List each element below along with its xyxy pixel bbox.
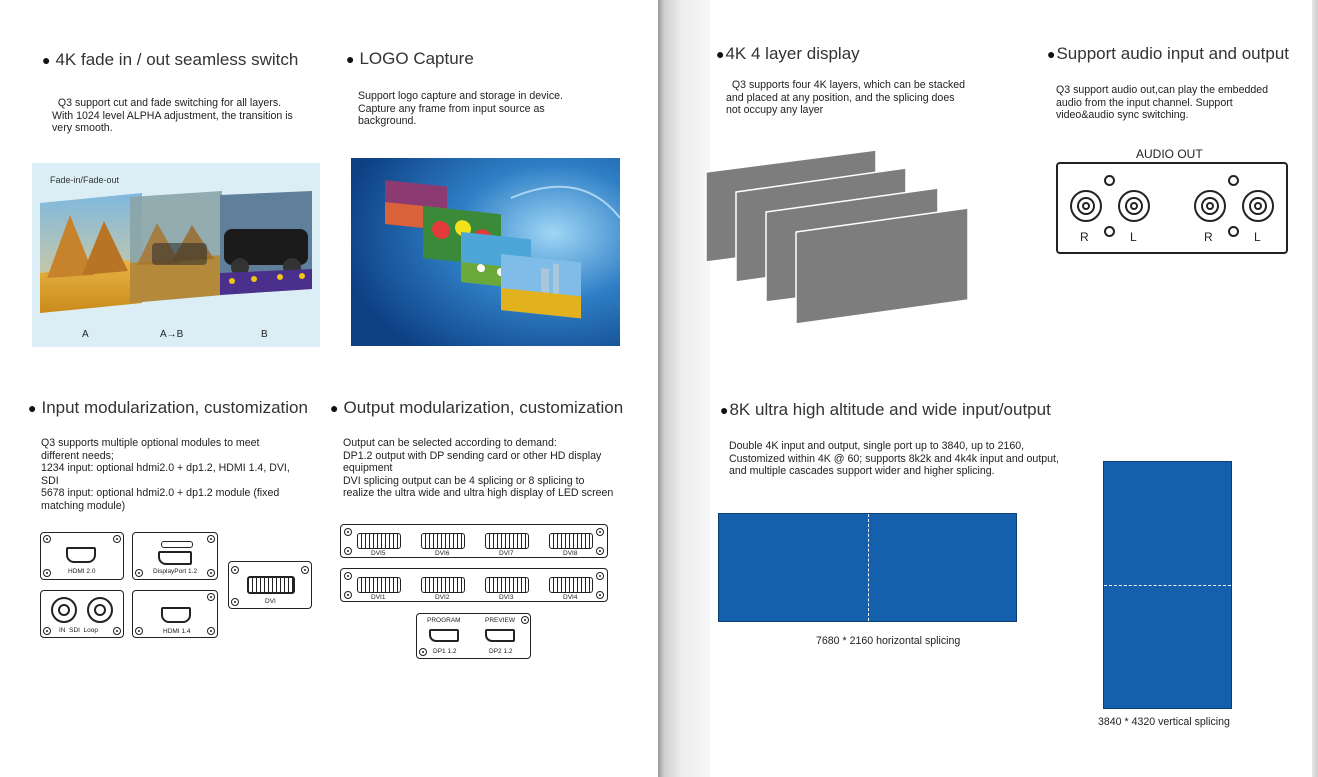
screw-icon bbox=[419, 648, 427, 656]
screw-icon bbox=[207, 627, 215, 635]
horizontal-splicing-panel bbox=[718, 513, 1017, 622]
label-dp12: DisplayPort 1.2 bbox=[153, 568, 198, 575]
text-fade-switch: Q3 support cut and fade switching for all layers. With 1024 level ALPHA adjustment, the transition is very smooth. bbox=[52, 97, 293, 135]
screw-icon bbox=[207, 569, 215, 577]
heading-4k-layer: ●4K 4 layer display bbox=[716, 44, 860, 63]
label-dp2: DP2 1.2 bbox=[489, 648, 513, 655]
book-gutter bbox=[658, 0, 710, 777]
bnc-in-icon bbox=[51, 597, 77, 623]
screw-hole-icon bbox=[1104, 175, 1115, 186]
heading-8k: ●8K ultra high altitude and wide input/output bbox=[720, 400, 1051, 419]
page-edge bbox=[1312, 0, 1318, 777]
heading-logo-capture: ● LOGO Capture bbox=[346, 49, 474, 68]
label-dvi6: DVI6 bbox=[435, 550, 450, 557]
hdmi-port-icon bbox=[66, 547, 96, 563]
splice-divider bbox=[868, 514, 869, 621]
dp-output-card bbox=[416, 613, 531, 659]
text-logo-capture: Support logo capture and storage in device. Capture any frame from input source as background. bbox=[358, 90, 563, 128]
fade-image bbox=[32, 163, 320, 347]
label-preview: PREVIEW bbox=[485, 617, 515, 624]
label-dvi8: DVI8 bbox=[563, 550, 578, 557]
screw-icon bbox=[135, 569, 143, 577]
label-dvi5: DVI5 bbox=[371, 550, 386, 557]
fade-image-caption: Fade-in/Fade-out bbox=[50, 175, 120, 185]
screw-icon bbox=[113, 627, 121, 635]
screw-hole-icon bbox=[1104, 226, 1115, 237]
rca-jack-icon bbox=[1194, 190, 1226, 222]
displayport-icon bbox=[485, 629, 515, 642]
vertical-splicing-caption: 3840 * 4320 vertical splicing bbox=[1098, 716, 1230, 728]
fade-label-a: A bbox=[82, 329, 89, 340]
screw-icon bbox=[207, 593, 215, 601]
screw-hole-icon bbox=[1228, 175, 1239, 186]
text-input-modularization: Q3 supports multiple optional modules to meet different needs; 1234 input: optional hdmi2.0 + dp1.2, HDMI 1.4, DVI, SDI 5678 input: optional hdmi2.0 + dp1.2 module (fixed matching module) bbox=[41, 437, 290, 512]
screw-hole-icon bbox=[1228, 226, 1239, 237]
fade-label-ab: A→B bbox=[160, 329, 184, 340]
label-dvi3: DVI3 bbox=[499, 594, 514, 601]
text-output-modularization: Output can be selected according to demand: DP1.2 output with DP sending card or other HD display equipment DVI splicing output can be 4 splicing or 8 splicing to realize the ultra wide and ultra high display of LED screen bbox=[343, 437, 614, 500]
screw-icon bbox=[596, 528, 604, 536]
rca-jack-icon bbox=[1242, 190, 1274, 222]
heading-input-modularization: ● Input modularization, customization bbox=[28, 398, 308, 417]
vertical-splicing-panel bbox=[1103, 461, 1232, 709]
heading-fade-switch: ● 4K fade in / out seamless switch bbox=[42, 50, 299, 69]
hdmi-port-icon bbox=[161, 607, 191, 623]
screw-icon bbox=[596, 591, 604, 599]
layer-stack-illustration bbox=[704, 146, 974, 326]
screw-icon bbox=[344, 591, 352, 599]
screw-icon bbox=[344, 547, 352, 555]
rca-jack-icon bbox=[1070, 190, 1102, 222]
screw-icon bbox=[135, 627, 143, 635]
dvi-output-card-2 bbox=[340, 568, 608, 602]
heading-output-modularization: ● Output modularization, customization bbox=[330, 398, 624, 417]
left-page bbox=[0, 0, 658, 777]
screw-icon bbox=[231, 598, 239, 606]
screw-icon bbox=[301, 566, 309, 574]
audio-panel-title: AUDIO OUT bbox=[1136, 147, 1203, 161]
bnc-loop-icon bbox=[87, 597, 113, 623]
screw-icon bbox=[596, 547, 604, 555]
dvi-port-icon bbox=[549, 533, 593, 549]
label-dp1: DP1 1.2 bbox=[433, 648, 457, 655]
dvi-port-icon bbox=[485, 577, 529, 593]
label-dvi4: DVI4 bbox=[563, 594, 578, 601]
screw-icon bbox=[43, 627, 51, 635]
dvi-port-icon bbox=[421, 533, 465, 549]
label-dvi7: DVI7 bbox=[499, 550, 514, 557]
module-hdmi20 bbox=[40, 532, 124, 580]
label-l: L bbox=[1254, 230, 1261, 244]
label-dvi2: DVI2 bbox=[435, 594, 450, 601]
label-sdi: IN SDI Loop bbox=[59, 627, 99, 634]
right-page bbox=[710, 0, 1312, 777]
module-sdi bbox=[40, 590, 124, 638]
screw-icon bbox=[113, 535, 121, 543]
screw-icon bbox=[344, 572, 352, 580]
screw-icon bbox=[231, 566, 239, 574]
splice-divider bbox=[1104, 585, 1231, 586]
label-r: R bbox=[1204, 230, 1213, 244]
dvi-port-icon bbox=[357, 533, 401, 549]
module-hdmi14 bbox=[132, 590, 218, 638]
rca-jack-icon bbox=[1118, 190, 1150, 222]
screw-icon bbox=[344, 528, 352, 536]
displayport-icon bbox=[429, 629, 459, 642]
module-dvi bbox=[228, 561, 312, 609]
label-hdmi20: HDMI 2.0 bbox=[68, 568, 96, 575]
text-8k: Double 4K input and output, single port up to 3840, up to 2160, Customized within 4K @ 60; supports 8k2k and 4k4k input and output, and multiple cascades support wider and higher splicing. bbox=[729, 440, 1059, 478]
heading-audio: ●Support audio input and output bbox=[1047, 44, 1289, 63]
label-dvi1: DVI1 bbox=[371, 594, 386, 601]
dvi-port-icon bbox=[247, 576, 295, 594]
label-r: R bbox=[1080, 230, 1089, 244]
screw-icon bbox=[43, 569, 51, 577]
dvi-port-icon bbox=[485, 533, 529, 549]
dvi-output-card-1 bbox=[340, 524, 608, 558]
displayport-icon bbox=[158, 551, 192, 565]
fade-label-b: B bbox=[261, 329, 268, 340]
dvi-port-icon bbox=[357, 577, 401, 593]
led-slot-icon bbox=[161, 541, 193, 548]
screw-icon bbox=[521, 616, 529, 624]
label-dvi: DVI bbox=[265, 598, 276, 605]
text-4k-layer: Q3 supports four 4K layers, which can be stacked and placed at any position, and the splicing does not occupy any layer bbox=[726, 79, 966, 117]
screw-icon bbox=[43, 535, 51, 543]
label-hdmi14: HDMI 1.4 bbox=[163, 628, 191, 635]
text-audio: Q3 support audio out,can play the embedded audio from the input channel. Support video&audio sync switching. bbox=[1056, 84, 1269, 122]
module-dp12 bbox=[132, 532, 218, 580]
logo-capture-image bbox=[351, 158, 620, 346]
audio-out-panel bbox=[1056, 162, 1288, 254]
screw-icon bbox=[207, 535, 215, 543]
horizontal-splicing-caption: 7680 * 2160 horizontal splicing bbox=[816, 635, 961, 647]
dvi-port-icon bbox=[549, 577, 593, 593]
label-program: PROGRAM bbox=[427, 617, 461, 624]
dvi-port-icon bbox=[421, 577, 465, 593]
screw-icon bbox=[596, 572, 604, 580]
label-l: L bbox=[1130, 230, 1137, 244]
